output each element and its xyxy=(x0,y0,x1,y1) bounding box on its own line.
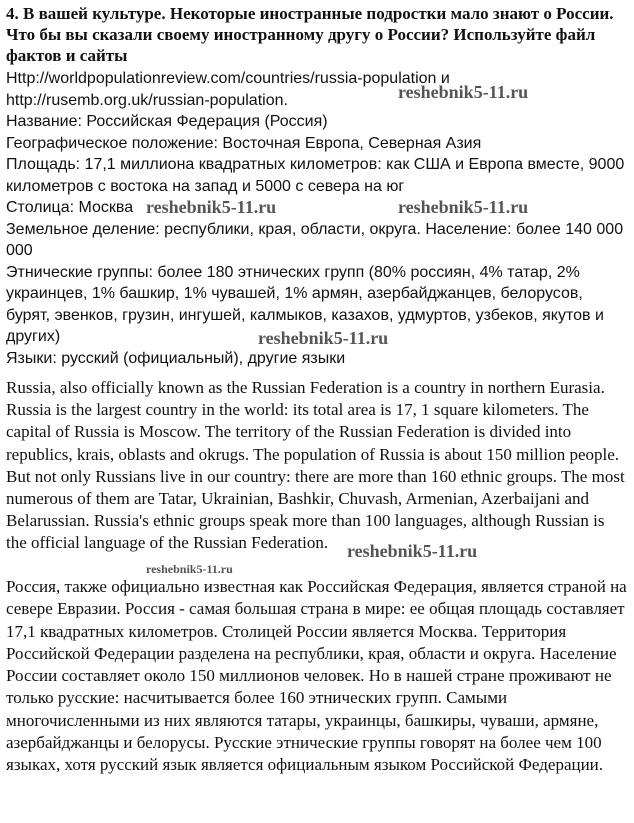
task-heading: 4. В вашей культуре. Некоторые иностранные подростки мало знают о России. Что бы вы сказали своему иностранному другу о России? Используйте файл фактов и сайты xyxy=(6,4,614,65)
watermark: reshebnik5-11.ru xyxy=(398,197,529,217)
facts-languages: Языки: русский (официальный), другие языки xyxy=(6,349,346,367)
watermark: reshebnik5-11.ru xyxy=(258,328,389,348)
facts-name: Название: Российская Федерация (Россия) xyxy=(6,113,328,130)
watermark: reshebnik5-11.ru xyxy=(398,82,529,102)
russian-paragraph: Россия, также официально известная как Российская Федерация, является страной на севере Евразии. Россия - самая большая страна в мире: ее общая площадь составляет 17,1 квадратных километров. Столицей России является Москва. Территория Российской Федерации разделена на республики, края, области и округа. Население России составляет около 150 миллионов человек. Но в нашей стране проживают не только русские: насчитывается более 160 этнических групп. Самыми многочисленными из них являются татары, украинцы, башкиры, чуваши, армяне, азербайджанцы и белорусы. Русские этнические группы говорят на более чем 100 языках, хотя русский язык является официальным языком Российской Федерации. xyxy=(6,577,627,775)
facts-area: Площадь: 17,1 миллиона квадратных километров: как США и Европа вместе, 9000 километров с востока на запад и 5000 с севера на юг xyxy=(6,156,625,195)
watermark: reshebnik5-11.ru xyxy=(146,562,233,576)
facts-list xyxy=(6,68,628,369)
facts-location: Географическое положение: Восточная Европа, Северная Азия xyxy=(6,134,482,152)
watermark: reshebnik5-11.ru xyxy=(146,197,277,217)
facts-ethnic-groups: Этнические группы: более 180 этнических групп (80% россиян, 4% татар, 2% украинцев, 1% башкир, 1% чувашей, 1% армян, азербайджанцев, белорусов, бурят, эвенков, грузин, ингушей, калмыков, казахов, удмуртов, узбеков, якутов и других) xyxy=(6,263,604,345)
facts-division-population: Земельное деление: республики, края, области, округа. Население: более 140 000 000 xyxy=(6,220,624,259)
english-paragraph: Russia, also officially known as the Russian Federation is a country in northern Eurasia. Russia is the largest country in the world: its total area is 17, 1 square kilometers. The capital of Russia is Moscow. The territory of the Russian Federation is divided into republics, krais, oblasts and okrugs. The population of Russia is about 150 million people. But not only Russians live in our country: there are more than 160 ethnic groups. The most numerous of them are Tatar, Ukrainian, Bashkir, Chuvash, Armenian, Azerbaijani and Belarussian. Russia's ethnic groups speak more than 100 languages, although Russian is the official language of the Russian Federation. xyxy=(6,378,625,553)
watermark: reshebnik5-11.ru xyxy=(347,541,478,561)
facts-sources: Http://worldpopulationreview.com/countries/russia-population и http://rusemb.org.uk/russian-population. xyxy=(6,70,450,109)
facts-capital: Столица: Москва xyxy=(6,199,134,216)
